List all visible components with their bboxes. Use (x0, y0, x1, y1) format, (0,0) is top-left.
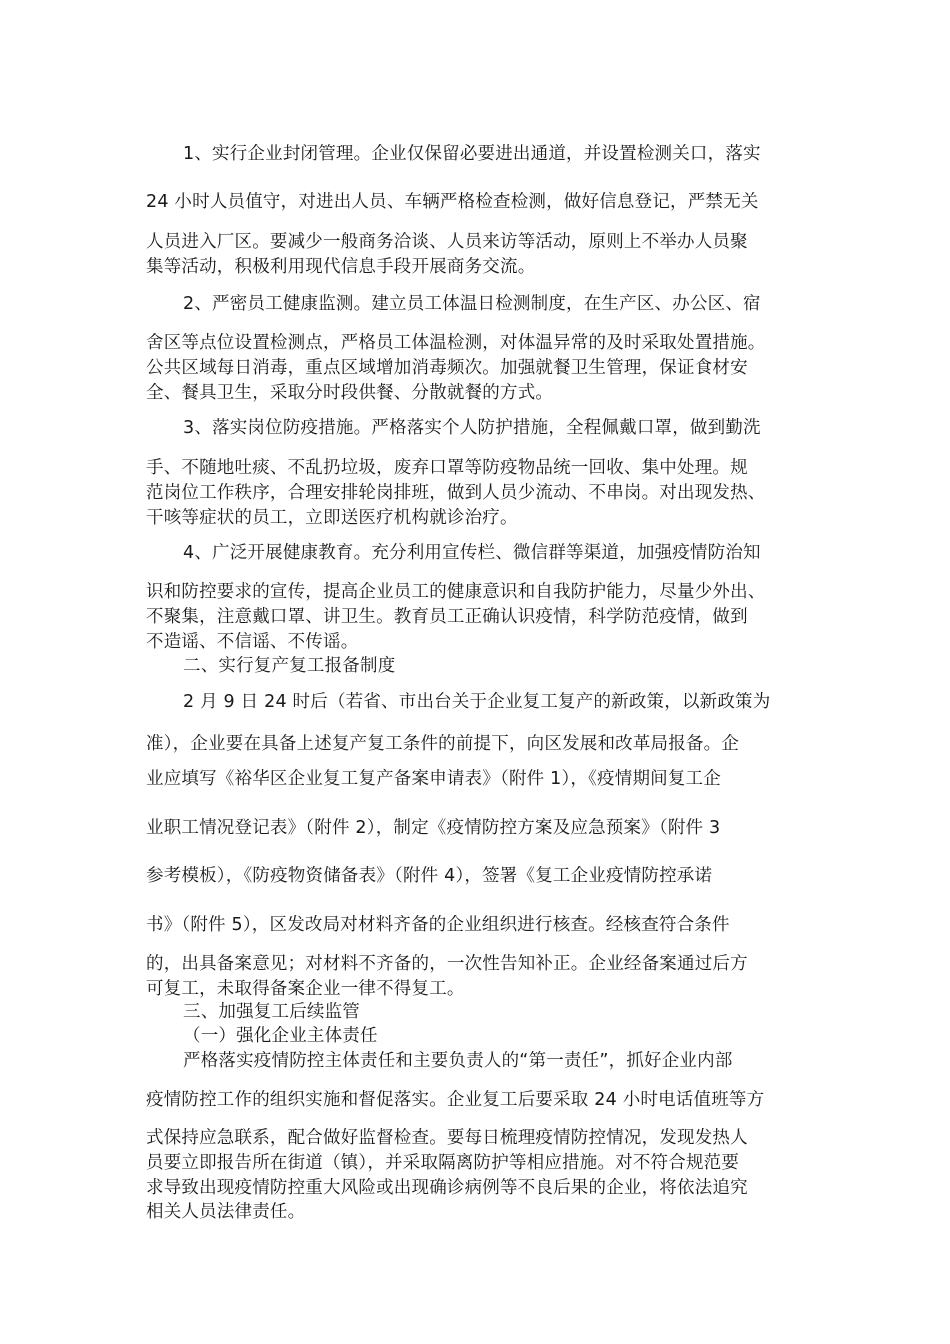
paragraph-line: 2 月 9 日 24 时后（若省、市出台关于企业复工复产的新政策，以新政策为 (183, 692, 771, 712)
paragraph-line: 3、落实岗位防疫措施。严格落实个人防护措施，全程佩戴口罩，做到勤洗 (183, 418, 761, 438)
paragraph-line: 4、广泛开展健康教育。充分利用宣传栏、微信群等渠道，加强疫情防治知 (183, 543, 761, 563)
paragraph-line: 公共区域每日消毒，重点区域增加消毒频次。加强就餐卫生管理，保证食材安 (146, 358, 748, 378)
paragraph-line: 业职工情况登记表》（附件 2），制定《疫情防控方案及应急预案》（附件 3 (146, 818, 721, 838)
paragraph-line: 式保持应急联系，配合做好监督检查。要每日梳理疫情防控情况，发现发热人 (146, 1128, 748, 1148)
paragraph-line: 识和防控要求的宣传，提高企业员工的健康意识和自我防护能力，尽量少外出、 (146, 582, 766, 602)
section-heading: 二、实行复产复工报备制度 (183, 656, 396, 676)
paragraph-line: 准），企业要在具备上述复产复工条件的前提下，向区发展和改革局报备。企 (146, 734, 740, 754)
paragraph-line: 干咳等症状的员工，立即送医疗机构就诊治疗。 (146, 508, 518, 528)
paragraph-line: 严格落实疫情防控主体责任和主要负责人的“第一责任”，抓好企业内部 (183, 1051, 733, 1071)
paragraph-line: 2、严密员工健康监测。建立员工体温日检测制度，在生产区、办公区、宿 (183, 294, 761, 314)
paragraph-line: 业应填写《裕华区企业复工复产备案申请表》（附件 1），《疫情期间复工企 (146, 769, 721, 789)
section-heading: 三、加强复工后续监管 (183, 1002, 360, 1022)
paragraph-line: 1、实行企业封闭管理。企业仅保留必要进出通道，并设置检测关口，落实 (183, 144, 761, 164)
paragraph-line: 书》（附件 5），区发改局对材料齐备的企业组织进行核查。经核查符合条件 (146, 915, 730, 935)
paragraph-line: 手、不随地吐痰、不乱扔垃圾，废弃口罩等防疫物品统一回收、集中处理。规 (146, 458, 748, 478)
paragraph-line: 24 小时人员值守，对进出人员、车辆严格检查检测，做好信息登记，严禁无关 (146, 192, 759, 212)
paragraph-line: 员要立即报告所在街道（镇），并采取隔离防护等相应措施。对不符合规范要 (146, 1153, 740, 1173)
subsection-heading: （一）强化企业主体责任 (183, 1026, 378, 1046)
paragraph-line: 人员进入厂区。要减少一般商务洽谈、人员来访等活动，原则上不举办人员聚 (146, 232, 748, 252)
paragraph-line: 的，出具备案意见；对材料不齐备的，一次性告知补正。企业经备案通过后方 (146, 954, 748, 974)
paragraph-line: 相关人员法律责任。 (146, 1202, 306, 1222)
paragraph-line: 不聚集，注意戴口罩、讲卫生。教育员工正确认识疫情，科学防范疫情，做到 (146, 607, 748, 627)
paragraph-line: 范岗位工作秩序，合理安排轮岗排班，做到人员少流动、不串岗。对出现发热、 (146, 483, 766, 503)
paragraph-line: 不造谣、不信谣、不传谣。 (146, 632, 359, 652)
paragraph-line: 舍区等点位设置检测点，严格员工体温检测，对体温异常的及时采取处置措施。 (146, 333, 766, 353)
paragraph-line: 求导致出现疫情防控重大风险或出现确诊病例等不良后果的企业，将依法追究 (146, 1178, 748, 1198)
paragraph-line: 全、餐具卫生，采取分时段供餐、分散就餐的方式。 (146, 383, 554, 403)
paragraph-line: 参考模板），《防疫物资储备表》（附件 4），签署《复工企业疫情防控承诺 (146, 866, 713, 886)
paragraph-line: 集等活动，积极利用现代信息手段开展商务交流。 (146, 257, 536, 277)
paragraph-line: 疫情防控工作的组织实施和督促落实。企业复工后要采取 24 小时电话值班等方 (146, 1090, 765, 1110)
paragraph-line: 可复工，未取得备案企业一律不得复工。 (146, 979, 465, 999)
